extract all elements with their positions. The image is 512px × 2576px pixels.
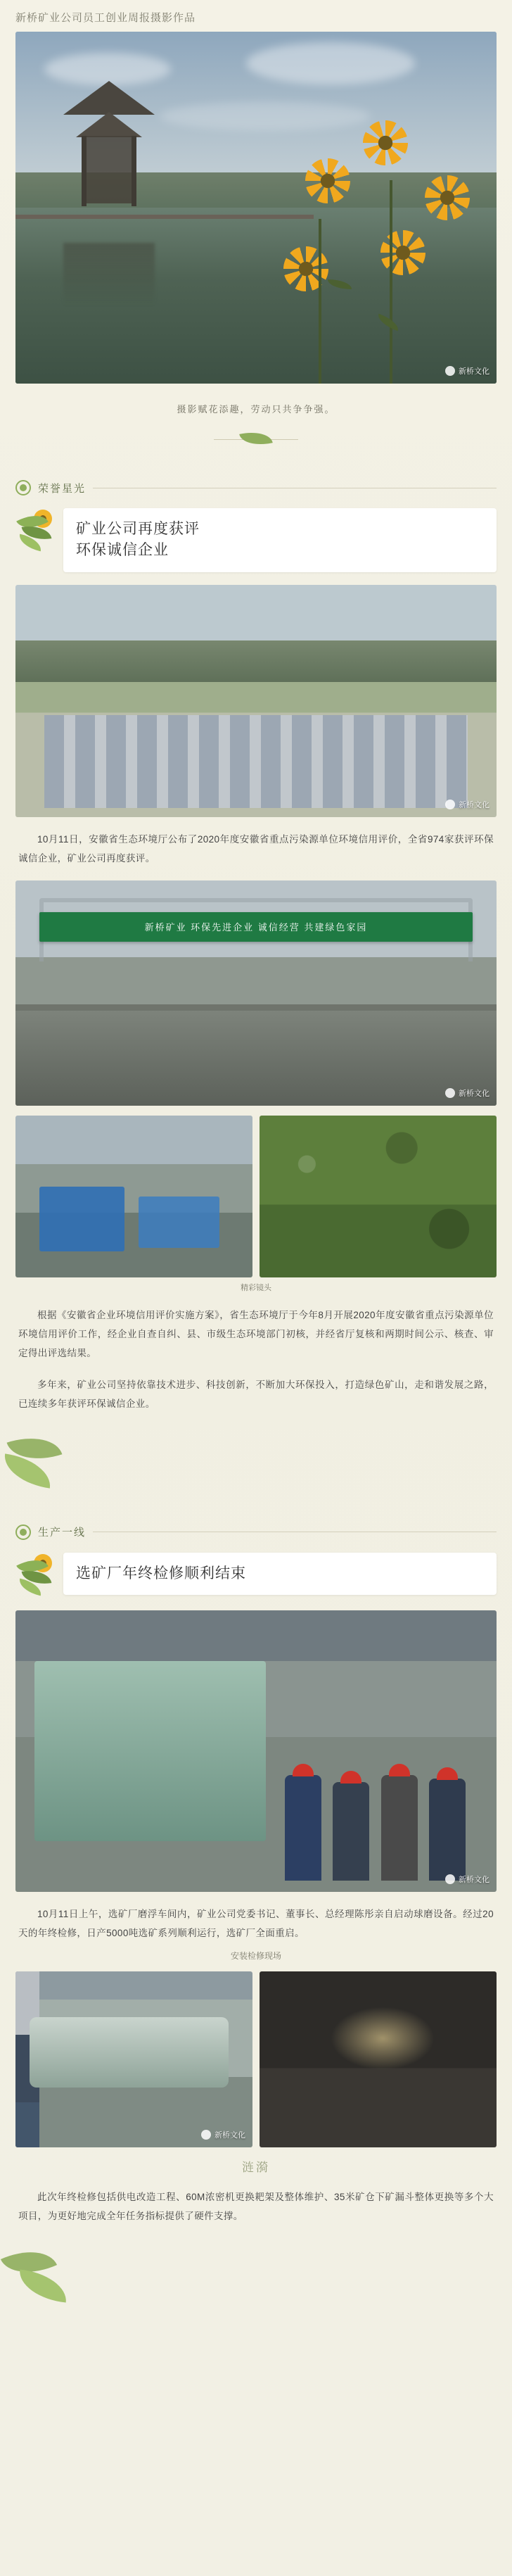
photo-aerial-plant: [15, 585, 497, 817]
foliage-shape: [260, 1116, 497, 1277]
paragraph: 根据《安徽省企业环境信用评价实施方案》，省生态环境厅于今年8月开展2020年度安徽省重点污染源单位环境信用评价工作，经企业自查自纠、县、市级生态环境部门初核，并经省厅复核和两期时间公示、核查、审定得出评选结果。: [18, 1309, 494, 1358]
watermark-label: 新桥文化: [215, 2130, 245, 2140]
leaf-badge-icon: [15, 1524, 31, 1540]
watermark: [445, 1874, 489, 1885]
road-layer: [15, 1011, 497, 1105]
photo-factory-gate: [15, 880, 497, 1106]
watermark-logo-icon: [201, 2130, 211, 2140]
article-title-line-1: 矿业公司再度获评: [76, 520, 200, 537]
leaf-icon: [7, 1427, 63, 1470]
decorative-leaf-icon: [15, 510, 55, 553]
bottom-spacer: [0, 2321, 512, 2340]
hero-caption: 摄影赋花添趣，劳动只共争争强。: [177, 404, 335, 415]
paragraph: 多年来，矿业公司坚持依靠技术进步、科技创新，不断加大环保投入，打造绿色矿山，走和谐发展之路，已连续多年获评环保诚信企业。: [18, 1379, 494, 1409]
section-header: [0, 480, 512, 495]
tank-shape: [39, 1187, 124, 1251]
flower-icon: [380, 230, 427, 277]
decorative-corner-leaf: [0, 1420, 59, 1498]
worker-figure: [333, 1782, 369, 1881]
worker-figure: [285, 1775, 321, 1881]
light-glow: [331, 2007, 435, 2070]
photo-underground-equipment: [260, 1971, 497, 2147]
pavilion-column: [82, 136, 87, 206]
drum-shape: [30, 2017, 229, 2088]
watermark-label: 新桥文化: [459, 367, 489, 376]
decorative-label: 涟漪: [242, 2160, 270, 2174]
flower-icon: [363, 120, 418, 175]
helmet-icon: [293, 1764, 314, 1776]
leaf-icon: [1, 2239, 57, 2285]
leaf-icon: [239, 428, 273, 450]
flower-icon: [425, 175, 461, 212]
watermark: [445, 1087, 489, 1099]
photo-pair: [15, 1971, 497, 2147]
photo-green-foliage: [260, 1116, 497, 1277]
caption-decoration: [214, 427, 298, 453]
photo-mill-workshop: [15, 1610, 497, 1892]
photo-caption: 精彩镜头: [241, 1283, 271, 1292]
watermark-logo-icon: [445, 1874, 455, 1884]
helmet-icon: [389, 1764, 410, 1776]
section-production: [0, 1524, 512, 2340]
section-honor: [0, 480, 512, 1498]
helmet-icon: [340, 1771, 361, 1783]
hero-photo-wrapper: [15, 32, 497, 384]
photo-pair: [15, 1116, 497, 1277]
paragraph: 10月11日，安徽省生态环境厅公布了2020年度安徽省重点污染源单位环境信用评价，全省974家获评环保诚信企业，矿业公司再度获评。: [18, 833, 494, 864]
article-title-line-2: 环保诚信企业: [76, 541, 169, 559]
flower-icon: [305, 158, 350, 203]
stem-shape: [390, 180, 392, 384]
pavilion-shape: [63, 81, 155, 215]
photo-caption: 安装检修现场: [230, 1950, 281, 1961]
pavilion-roof-lower: [76, 112, 142, 137]
machine-shape: [34, 1661, 265, 1841]
watermark-logo-icon: [445, 366, 455, 376]
pavilion-column: [132, 136, 136, 206]
photo-treatment-plant: [15, 1116, 252, 1277]
leaf-icon: [17, 2269, 69, 2302]
article-title-block: [15, 1553, 497, 1598]
pavilion-roof-upper: [63, 81, 155, 115]
stem-shape: [319, 219, 321, 384]
water-reflection: [63, 243, 155, 306]
watermark: [445, 365, 489, 377]
article-title-card: [63, 508, 497, 572]
helmet-icon: [437, 1767, 458, 1780]
worker-figure: [381, 1775, 418, 1881]
paragraph: 10月11日上午，选矿厂磨浮车间内，矿业公司党委书记、董事长、总经理陈彤亲自启动球磨设备。经过20天的年终检修，日产5000吨选矿系列顺利运行，选矿厂全面重启。: [18, 1908, 494, 1938]
leaf-icon: [328, 279, 352, 289]
flower-icon: [283, 246, 324, 287]
watermark-label: 新桥文化: [459, 1089, 489, 1098]
leaf-icon: [376, 314, 402, 332]
tank-shape: [139, 1197, 219, 1249]
pavilion-body: [83, 136, 135, 203]
mountain-layer: [15, 640, 497, 682]
leaf-icon: [1, 1453, 54, 1488]
section-header: [0, 1524, 512, 1540]
cloud-shape: [246, 42, 415, 84]
article-title-card: [63, 1553, 497, 1595]
watermark: [201, 2129, 245, 2140]
decorative-corner-leaf: [4, 2237, 68, 2321]
article-title-line-1: 选矿厂年终检修顺利结束: [76, 1564, 246, 1581]
section-title: 生产一线: [38, 1527, 87, 1539]
factory-roofs: [44, 715, 468, 808]
hero-photo: [15, 32, 497, 384]
watermark-logo-icon: [445, 1088, 455, 1098]
worker-figure: [429, 1779, 466, 1881]
photo-ball-mill: [15, 1971, 252, 2147]
paragraph: 此次年终检修包括供电改造工程、60M浓密机更换耙架及整体维护、35米矿仓下矿漏斗整体更换等多个大项目，为更好地完成全年任务指标提供了硬件支撑。: [18, 2191, 494, 2221]
page-title: 新桥矿业公司员工创业周报摄影作品: [15, 13, 196, 24]
leaf-badge-icon: [15, 480, 31, 495]
decorative-leaf-icon: [15, 1554, 55, 1598]
worker-figure: [15, 2102, 39, 2147]
watermark-label: 新桥文化: [459, 1875, 489, 1884]
watermark: [445, 799, 489, 810]
article-title-block: [15, 508, 497, 572]
watermark-logo-icon: [445, 800, 455, 809]
gate-banner-text: 新桥矿业 环保先进企业 诚信经营 共建绿色家园: [39, 912, 473, 942]
sunflower-cluster: [266, 109, 487, 384]
section-title: 荣誉星光: [38, 483, 87, 495]
watermark-label: 新桥文化: [459, 800, 489, 809]
